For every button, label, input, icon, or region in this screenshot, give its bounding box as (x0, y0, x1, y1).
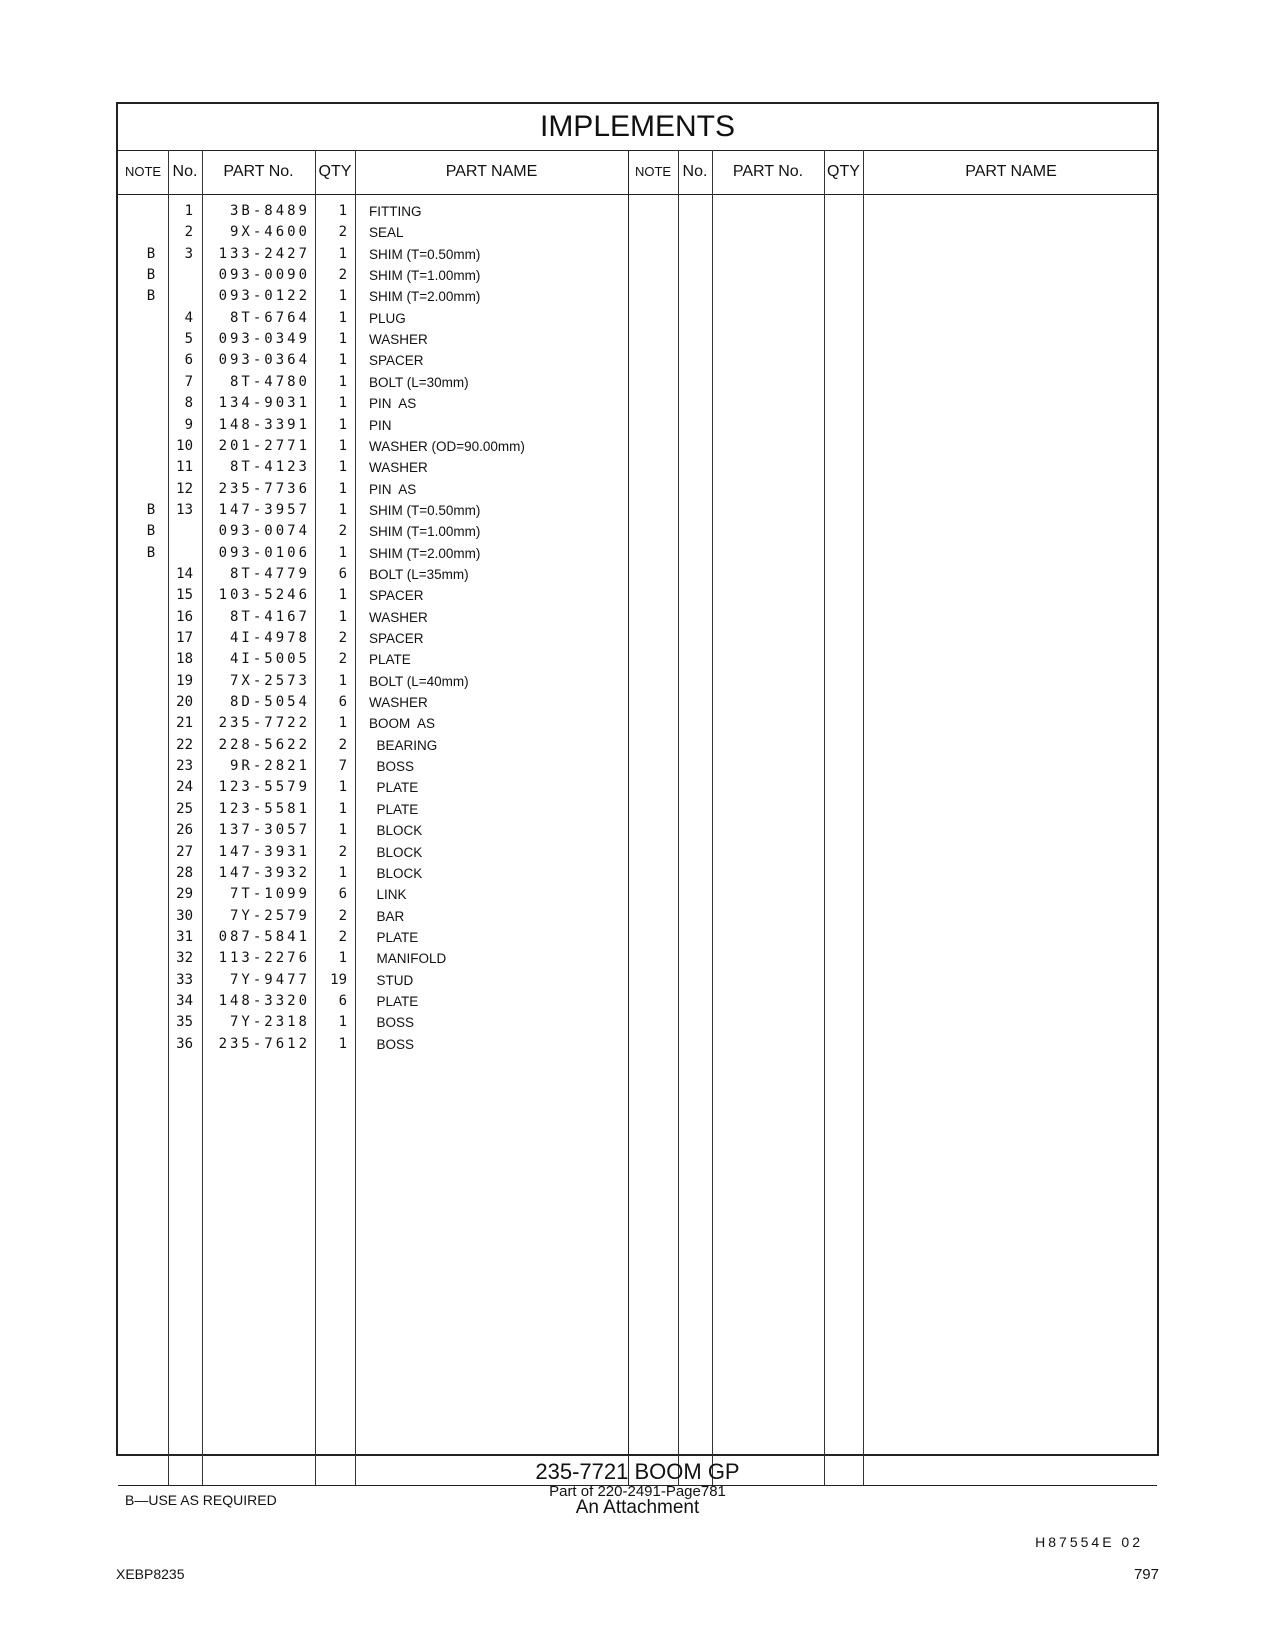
row-quantity: 1 (338, 437, 347, 454)
row-quantity: 1 (338, 864, 347, 881)
row-part-name: SHIM (T=0.50mm) (369, 502, 481, 518)
row-quantity: 1 (338, 1014, 347, 1031)
row-part-number: 8T-4123 (229, 459, 310, 476)
row-quantity: 2 (338, 843, 347, 860)
row-item-number: 12 (176, 480, 193, 497)
caption-group-title: 235-7721 BOOM GP (535, 1459, 740, 1484)
row-part-name: PIN (369, 417, 392, 433)
row-part-number: 7Y-2579 (229, 907, 310, 924)
table-row (118, 350, 628, 371)
row-item-number: 8 (184, 395, 193, 412)
row-quantity: 1 (338, 1035, 347, 1052)
row-part-name: PLATE (369, 801, 419, 817)
table-row (118, 585, 628, 606)
row-part-number: 148-3320 (218, 992, 310, 1009)
table-row (118, 820, 628, 841)
header-qty-right: QTY (827, 163, 860, 180)
table-row (118, 564, 628, 585)
row-quantity: 6 (338, 886, 347, 903)
header-part-name-left: PART NAME (445, 163, 538, 180)
row-part-number: 093-0106 (218, 544, 310, 561)
table-row (118, 735, 628, 756)
row-part-name: BOLT (L=35mm) (369, 566, 469, 582)
row-part-number: 8T-4780 (229, 373, 310, 390)
row-part-number: 148-3391 (218, 416, 310, 433)
row-quantity: 1 (338, 950, 347, 967)
column-divider (712, 150, 713, 1485)
row-item-number: 34 (176, 992, 193, 1009)
row-item-number: 25 (176, 800, 193, 817)
footnote: B—USE AS REQUIRED (125, 1492, 277, 1508)
row-part-number: 228-5622 (218, 736, 310, 753)
row-part-name: SPACER (369, 588, 424, 604)
column-divider (863, 150, 864, 1485)
table-row (118, 372, 628, 393)
row-quantity: 1 (338, 416, 347, 433)
header-rule (118, 194, 1157, 195)
header-part-no-left: PART No. (223, 163, 294, 180)
row-part-name: BOOM AS (369, 716, 436, 732)
row-part-name: BOLT (L=30mm) (369, 374, 469, 390)
row-part-name: WASHER (369, 460, 428, 476)
row-quantity: 1 (338, 373, 347, 390)
table-row (118, 286, 628, 307)
table-row (118, 756, 628, 777)
row-item-number: 26 (176, 822, 193, 839)
row-item-number: 5 (184, 331, 193, 348)
row-item-number: 16 (176, 608, 193, 625)
row-part-name: SPACER (369, 353, 424, 369)
table-row (118, 799, 628, 820)
header-no-left: No. (172, 163, 198, 180)
row-quantity: 2 (338, 907, 347, 924)
row-quantity: 2 (338, 651, 347, 668)
row-item-number: 32 (176, 950, 193, 967)
table-row (118, 991, 628, 1012)
table-row (118, 863, 628, 884)
row-part-name: BAR (369, 908, 405, 924)
row-item-number: 3 (184, 245, 193, 262)
table-row (118, 265, 628, 286)
table-row (118, 927, 628, 948)
row-item-number: 19 (176, 672, 193, 689)
table-row (118, 713, 628, 734)
row-quantity: 1 (338, 309, 347, 326)
row-item-number: 10 (176, 437, 193, 454)
table-row (118, 842, 628, 863)
row-part-number: 093-0074 (218, 523, 310, 540)
row-part-number: 8T-4167 (229, 608, 310, 625)
row-item-number: 22 (176, 736, 193, 753)
row-part-name: PLATE (369, 929, 419, 945)
row-part-number: 201-2771 (218, 437, 310, 454)
row-part-name: BOSS (369, 1015, 415, 1031)
table-row (118, 329, 628, 350)
row-part-name: BOLT (L=40mm) (369, 673, 469, 689)
row-part-number: 4I-5005 (229, 651, 310, 668)
row-part-name: BEARING (369, 737, 438, 753)
row-item-number: 17 (176, 630, 193, 646)
row-part-name: SPACER (369, 631, 424, 646)
row-part-name: STUD (369, 972, 414, 988)
row-item-number: 6 (184, 352, 193, 369)
row-note: B (146, 501, 156, 518)
header-part-name-right: PART NAME (965, 163, 1057, 180)
table-row (118, 649, 628, 670)
table-row (118, 692, 628, 713)
row-quantity: 1 (338, 800, 347, 817)
row-item-number: 23 (176, 758, 193, 775)
row-part-name: PIN AS (369, 396, 417, 412)
row-quantity: 6 (338, 565, 347, 582)
header-qty-left: QTY (318, 163, 352, 180)
table-row (118, 543, 628, 564)
row-part-name: BLOCK (369, 865, 423, 881)
row-item-number: 18 (176, 651, 193, 668)
row-item-number: 33 (176, 971, 193, 988)
row-part-number: 9X-4600 (229, 224, 310, 241)
row-part-number: 7Y-9477 (229, 971, 310, 988)
table-row (118, 521, 628, 542)
row-note: B (146, 267, 156, 284)
row-part-name: WASHER (369, 332, 428, 348)
row-part-number: 147-3957 (218, 501, 310, 518)
document-id: XEBP8235 (116, 1566, 185, 1582)
row-part-number: 103-5246 (218, 587, 310, 604)
row-quantity: 1 (338, 459, 347, 476)
center-divider (628, 150, 629, 1485)
row-item-number: 2 (184, 224, 193, 241)
row-part-number: 8T-6764 (229, 309, 310, 326)
row-part-number: 123-5581 (218, 800, 310, 817)
row-part-number: 137-3057 (218, 822, 310, 839)
table-row (118, 970, 628, 991)
caption-part-of: Part of 220-2491-Page781 (549, 1483, 726, 1500)
header-note-right: NOTE (634, 164, 672, 179)
row-quantity: 2 (338, 224, 347, 241)
row-quantity: 1 (338, 822, 347, 839)
table-row (118, 308, 628, 329)
table-row (118, 244, 628, 265)
row-part-name: MANIFOLD (369, 951, 447, 967)
table-row (118, 500, 628, 521)
row-quantity: 7 (338, 758, 347, 775)
row-note: B (146, 245, 156, 262)
row-part-name: PIN AS (369, 481, 417, 497)
row-item-number: 1 (184, 203, 193, 219)
row-item-number: 28 (176, 864, 193, 881)
table-row (118, 628, 628, 649)
column-divider (824, 150, 825, 1485)
row-quantity: 6 (338, 992, 347, 1009)
row-part-name: WASHER (369, 695, 428, 711)
row-part-number: 7T-1099 (229, 886, 310, 903)
row-quantity: 1 (338, 779, 347, 796)
row-item-number: 11 (176, 459, 193, 476)
row-part-number: 087-5841 (218, 928, 310, 945)
row-item-number: 20 (176, 694, 193, 711)
row-quantity: 1 (338, 288, 347, 305)
row-quantity: 1 (338, 587, 347, 604)
row-part-name: SHIM (T=2.00mm) (369, 289, 481, 305)
row-quantity: 1 (338, 544, 347, 561)
page-number: 797 (1133, 1566, 1159, 1583)
row-quantity: 1 (338, 480, 347, 497)
row-part-name: PLATE (369, 652, 411, 668)
row-part-name: BOSS (369, 1036, 415, 1052)
row-part-name: WASHER (OD=90.00mm) (369, 438, 525, 454)
row-quantity: 1 (338, 501, 347, 518)
row-part-number: 7X-2573 (229, 672, 310, 689)
row-note: B (146, 523, 156, 540)
row-quantity: 19 (330, 971, 347, 988)
table-row (118, 671, 628, 692)
drawing-code: H87554E 02 (1035, 1534, 1143, 1550)
row-part-number: 093-0090 (218, 267, 310, 284)
table-row (118, 906, 628, 927)
row-quantity: 1 (338, 395, 347, 412)
row-part-number: 3B-8489 (229, 203, 310, 219)
row-quantity: 1 (338, 331, 347, 348)
row-item-number: 31 (176, 928, 193, 945)
row-part-name: SHIM (T=1.00mm) (369, 268, 481, 284)
table-title: IMPLEMENTS (118, 104, 1157, 151)
row-part-number: 7Y-2318 (229, 1014, 310, 1031)
row-quantity: 6 (338, 694, 347, 711)
table-row (118, 415, 628, 436)
row-part-number: 113-2276 (218, 950, 310, 967)
row-part-number: 134-9031 (218, 395, 310, 412)
header-part-no-right: PART No. (732, 163, 804, 180)
table-row (118, 1034, 628, 1055)
row-quantity: 1 (338, 245, 347, 262)
table-row (118, 457, 628, 478)
row-part-name: SHIM (T=0.50mm) (369, 246, 481, 262)
row-item-number: 7 (184, 373, 193, 390)
row-part-name: SHIM (T=2.00mm) (369, 545, 481, 561)
table-row (118, 222, 628, 243)
row-quantity: 1 (338, 352, 347, 369)
row-part-number: 8T-4779 (229, 565, 310, 582)
table-row (118, 1012, 628, 1033)
row-part-name: FITTING (369, 204, 422, 219)
row-quantity: 2 (338, 928, 347, 945)
row-part-number: 133-2427 (218, 245, 310, 262)
table-row (118, 948, 628, 969)
row-note: B (146, 544, 156, 561)
row-part-name: WASHER (369, 609, 428, 625)
row-item-number: 15 (176, 587, 193, 604)
header-note-left: NOTE (124, 164, 162, 179)
row-part-number: 123-5579 (218, 779, 310, 796)
row-part-name: PLATE (369, 780, 419, 796)
column-divider (678, 150, 679, 1485)
row-part-number: 8D-5054 (229, 694, 310, 711)
row-part-name: PLATE (369, 993, 419, 1009)
row-item-number: 21 (176, 715, 193, 732)
row-quantity: 2 (338, 736, 347, 753)
table-row (118, 884, 628, 905)
row-part-number: 093-0364 (218, 352, 310, 369)
row-part-number: 9R-2821 (229, 758, 310, 775)
row-quantity: 1 (338, 203, 347, 219)
table-row (118, 479, 628, 500)
header-no-right: No. (682, 163, 708, 180)
row-item-number: 13 (176, 501, 193, 518)
row-part-number: 147-3932 (218, 864, 310, 881)
row-quantity: 2 (338, 630, 347, 646)
row-item-number: 30 (176, 907, 193, 924)
row-quantity: 1 (338, 672, 347, 689)
row-item-number: 9 (184, 416, 193, 433)
table-row (118, 436, 628, 457)
row-item-number: 35 (176, 1014, 193, 1031)
row-part-name: BOSS (369, 759, 415, 775)
row-item-number: 24 (176, 779, 193, 796)
row-part-name: SHIM (T=1.00mm) (369, 524, 481, 540)
row-part-number: 4I-4978 (229, 630, 310, 646)
row-part-number: 147-3931 (218, 843, 310, 860)
row-part-name: BLOCK (369, 823, 423, 839)
table-row (118, 777, 628, 798)
row-part-number: 235-7736 (218, 480, 310, 497)
row-quantity: 1 (338, 608, 347, 625)
row-item-number: 27 (176, 843, 193, 860)
row-note: B (146, 288, 156, 305)
row-item-number: 29 (176, 886, 193, 903)
row-item-number: 36 (176, 1035, 193, 1052)
caption-attachment: An Attachment (575, 1497, 700, 1518)
row-part-name: PLUG (369, 310, 406, 326)
row-quantity: 2 (338, 523, 347, 540)
row-part-name: SEAL (369, 225, 404, 241)
row-part-name: LINK (369, 887, 407, 903)
row-part-number: 093-0349 (218, 331, 310, 348)
table-row (118, 393, 628, 414)
row-part-number: 235-7722 (218, 715, 310, 732)
table-row (118, 607, 628, 628)
row-item-number: 4 (184, 309, 193, 326)
row-part-name: BLOCK (369, 844, 423, 860)
row-part-number: 093-0122 (218, 288, 310, 305)
row-quantity: 1 (338, 715, 347, 732)
row-quantity: 2 (338, 267, 347, 284)
row-part-number: 235-7612 (218, 1035, 310, 1052)
table-row (118, 201, 628, 222)
row-item-number: 14 (176, 565, 193, 582)
